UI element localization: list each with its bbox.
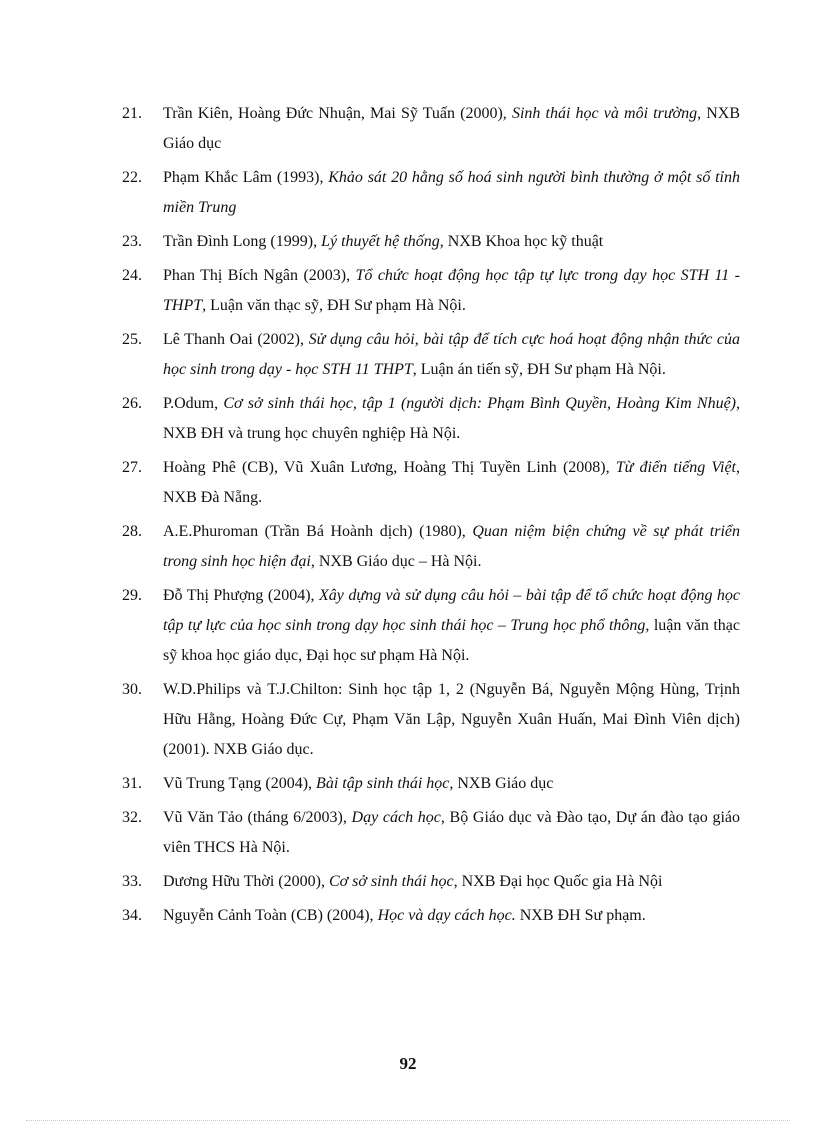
reference-text bbox=[163, 681, 740, 758]
reference-text bbox=[163, 105, 740, 152]
reference-title: Khảo sát 20 hằng số hoá sinh người bình thường ở một số tỉnh miền Trung bbox=[163, 169, 740, 216]
reference-segment: Dương Hữu Thời (2000), bbox=[163, 873, 329, 890]
reference-number: 23. bbox=[122, 233, 142, 250]
page-bottom-divider bbox=[26, 1120, 790, 1121]
reference-item bbox=[122, 453, 740, 513]
reference-number: 29. bbox=[122, 587, 142, 604]
reference-item bbox=[122, 227, 740, 257]
reference-text bbox=[163, 459, 740, 506]
reference-text bbox=[163, 395, 740, 442]
reference-item bbox=[122, 675, 740, 765]
reference-segment: , NXB Đà Nẵng. bbox=[163, 459, 740, 506]
reference-segment: Trần Đình Long (1999), bbox=[163, 233, 322, 250]
reference-title: Bài tập sinh thái học, bbox=[316, 775, 454, 792]
reference-number: 22. bbox=[122, 169, 142, 186]
reference-item bbox=[122, 769, 740, 799]
reference-text bbox=[163, 587, 740, 664]
reference-segment: , NXB Giáo dục – Hà Nội. bbox=[310, 553, 482, 570]
reference-segment: , Luận văn thạc sỹ, ĐH Sư phạm Hà Nội. bbox=[202, 297, 466, 314]
reference-number: 25. bbox=[122, 331, 142, 348]
reference-number: 30. bbox=[122, 681, 142, 698]
reference-number: 33. bbox=[122, 873, 142, 890]
reference-segment: NXB ĐH và trung học chuyên nghiệp Hà Nội. bbox=[163, 425, 461, 442]
reference-title: Từ điển tiếng Việt bbox=[615, 459, 736, 476]
reference-text bbox=[163, 523, 740, 570]
reference-title: Lý thuyết hệ thống, bbox=[321, 233, 444, 250]
reference-segment: A.E.Phuroman (Trần Bá Hoành dịch) (1980), bbox=[163, 523, 473, 540]
reference-segment: Bộ Giáo dục và Đào tạo, Dự án đào tạo giáo viên THCS Hà Nội. bbox=[163, 809, 741, 856]
reference-title: Dạy cách học, bbox=[351, 809, 445, 826]
reference-segment: NXB Giáo dục bbox=[453, 775, 554, 792]
reference-text bbox=[163, 169, 740, 216]
reference-title: Cơ sở sinh thái học, bbox=[328, 873, 458, 890]
reference-text bbox=[163, 809, 740, 856]
reference-number: 27. bbox=[122, 459, 142, 476]
reference-segment: Đỗ Thị Phượng (2004), bbox=[163, 587, 320, 604]
reference-title: Học và dạy cách học. bbox=[377, 907, 516, 924]
reference-number: 28. bbox=[122, 523, 142, 540]
reference-number: 26. bbox=[122, 395, 142, 412]
reference-number: 34. bbox=[122, 907, 142, 924]
reference-segment: Nguyễn Cảnh Toàn (CB) (2004), bbox=[163, 907, 378, 924]
reference-segment: Vũ Văn Tảo (tháng 6/2003), bbox=[163, 809, 352, 826]
reference-segment: W.D.Philips và T.J.Chilton: Sinh học tập 1, 2 (Nguyễn Bá, Nguyễn Mộng Hùng, Trịnh Hữu Hằng, Hoàng Đức Cự, Phạm Văn Lập, Nguyễn Xuân Huấn, Mai Đình Viên dịch) (2001). NXB Giáo dục. bbox=[163, 681, 740, 758]
reference-item bbox=[122, 867, 740, 897]
reference-segment: Vũ Trung Tạng (2004), bbox=[163, 775, 317, 792]
reference-title: Sử dụng câu hỏi, bài tập để tích cực hoá hoạt động nhận thức của học sinh trong dạy - học STH 11 THPT bbox=[163, 331, 741, 378]
reference-text bbox=[163, 233, 603, 250]
reference-text bbox=[163, 331, 740, 378]
reference-item bbox=[122, 901, 740, 931]
reference-text bbox=[163, 873, 662, 890]
reference-text bbox=[163, 775, 553, 792]
reference-text bbox=[163, 907, 646, 924]
reference-segment: , luận văn thạc sỹ khoa học giáo dục, Đại học sư phạm Hà Nội. bbox=[163, 617, 741, 664]
reference-item bbox=[122, 325, 740, 385]
reference-segment: , Luận án tiến sỹ, ĐH Sư phạm Hà Nội. bbox=[412, 361, 666, 378]
reference-segment: Hoàng Phê (CB), Vũ Xuân Lương, Hoàng Thị Tuyền Linh (2008), bbox=[163, 459, 616, 476]
reference-number: 32. bbox=[122, 809, 142, 826]
reference-item bbox=[122, 163, 740, 223]
reference-segment: , NXB Giáo dục bbox=[163, 105, 741, 152]
reference-segment: NXB Đại học Quốc gia Hà Nội bbox=[457, 873, 663, 890]
reference-title: Sinh thái học và môi trường bbox=[511, 105, 698, 122]
reference-list bbox=[122, 99, 740, 935]
reference-item bbox=[122, 803, 740, 863]
reference-segment: Lê Thanh Oai (2002), bbox=[163, 331, 309, 348]
reference-segment: NXB ĐH Sư phạm. bbox=[515, 907, 646, 924]
reference-segment: P.Odum, bbox=[163, 395, 224, 412]
reference-number: 21. bbox=[122, 105, 142, 122]
reference-title: Cơ sở sinh thái học, tập 1 (người dịch: Phạm Bình Quyền, Hoàng Kim Nhuệ), bbox=[223, 395, 740, 412]
reference-segment: Phan Thị Bích Ngân (2003), bbox=[163, 267, 356, 284]
reference-number: 24. bbox=[122, 267, 142, 284]
reference-item bbox=[122, 99, 740, 159]
reference-title: Xây dựng và sử dụng câu hỏi – bài tập để tổ chức hoạt động học tập tự lực của học sinh trong dạy học sinh thái học – Trung học phổ thông bbox=[163, 587, 741, 634]
reference-item bbox=[122, 389, 740, 449]
reference-item bbox=[122, 517, 740, 577]
reference-item bbox=[122, 261, 740, 321]
reference-segment: Trần Kiên, Hoàng Đức Nhuận, Mai Sỹ Tuấn (2000), bbox=[163, 105, 512, 122]
reference-number: 31. bbox=[122, 775, 142, 792]
reference-title: Quan niệm biện chứng về sự phát triển trong sinh học hiện đại bbox=[163, 523, 740, 570]
reference-text bbox=[163, 267, 740, 314]
page-number: 92 bbox=[399, 1054, 417, 1073]
reference-title: Tổ chức hoạt động học tập tự lực trong dạy học STH 11 - THPT bbox=[163, 267, 740, 314]
reference-segment: Phạm Khắc Lâm (1993), bbox=[163, 169, 329, 186]
reference-segment: NXB Khoa học kỹ thuật bbox=[443, 233, 604, 250]
reference-item bbox=[122, 581, 740, 671]
